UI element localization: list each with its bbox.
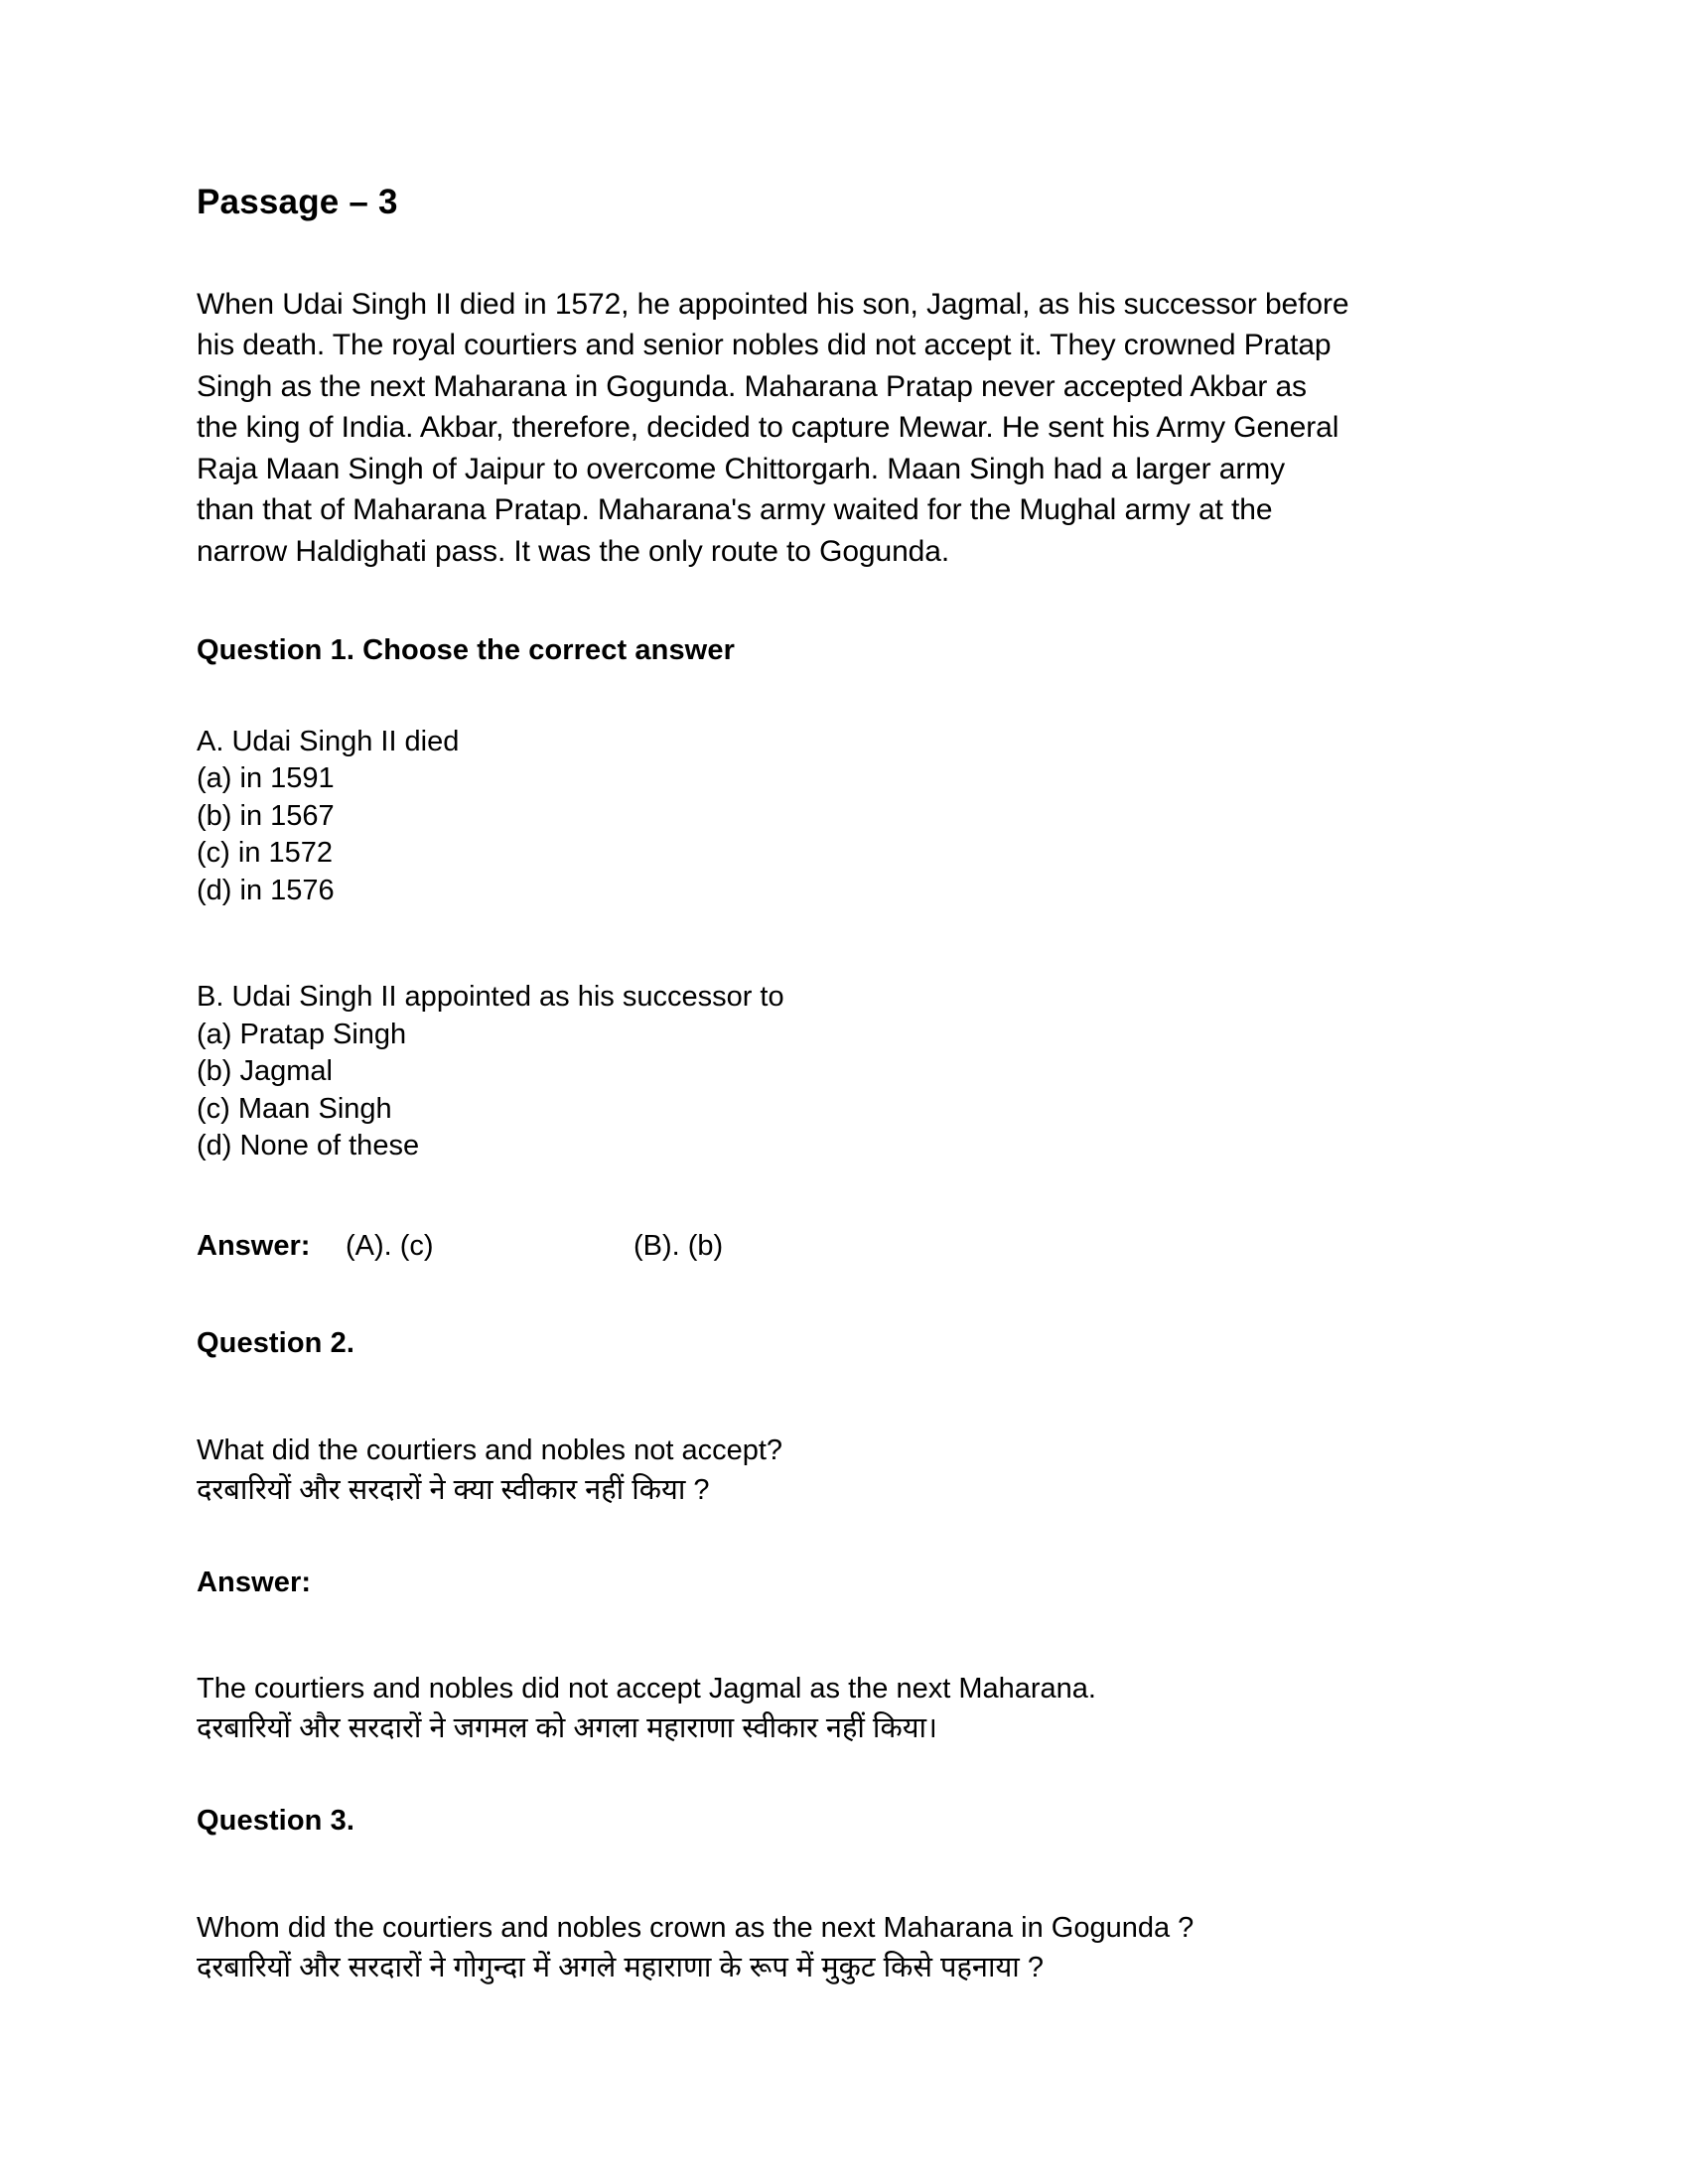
question-2-prompt-hindi: दरबारियों और सरदारों ने क्या स्वीकार नहीं किया ? bbox=[197, 1473, 710, 1506]
document-body bbox=[197, 184, 1487, 1987]
option-d[interactable]: (d) in 1576 bbox=[197, 874, 335, 906]
passage-line: When Udai Singh II died in 1572, he appointed his son, Jagmal, as his successor before bbox=[197, 287, 1349, 321]
option-c[interactable]: (c) in 1572 bbox=[197, 837, 334, 870]
question-2-heading: Question 2. bbox=[197, 1326, 355, 1359]
passage-line: Raja Maan Singh of Jaipur to overcome Chittorgarh. Maan Singh had a larger army bbox=[197, 452, 1286, 485]
question-2-prompt-english: What did the courtiers and nobles not accept? bbox=[197, 1433, 783, 1466]
option-d[interactable]: (d) None of these bbox=[197, 1130, 420, 1162]
answer-part-b-value: (B). (b) bbox=[633, 1229, 724, 1262]
question-3-prompt bbox=[197, 1908, 1487, 1987]
option-a[interactable]: (a) in 1591 bbox=[197, 762, 335, 795]
option-c[interactable]: (c) Maan Singh bbox=[197, 1092, 392, 1125]
passage-line: narrow Haldighati pass. It was the only route to Gogunda. bbox=[197, 534, 950, 568]
part-b-stem: B. Udai Singh II appointed as his successor to bbox=[197, 981, 784, 1014]
passage-line: than that of Maharana Pratap. Maharana's army waited for the Mughal army at the bbox=[197, 493, 1273, 526]
question-1-answer-row bbox=[197, 1227, 1487, 1265]
passage-line: his death. The royal courtiers and senior nobles did not accept it. They crowned Pratap bbox=[197, 329, 1332, 361]
option-b[interactable]: (b) in 1567 bbox=[197, 799, 335, 832]
answer-label: Answer: bbox=[197, 1229, 311, 1262]
answer-part-a-value: (A). (c) bbox=[346, 1229, 434, 1262]
part-a-stem: A. Udai Singh II died bbox=[197, 725, 460, 757]
option-b[interactable]: (b) Jagmal bbox=[197, 1055, 333, 1088]
question-3-prompt-hindi: दरबारियों और सरदारों ने गोगुन्दा में अगले महाराणा के रूप में मुकुट किसे पहनाया ? bbox=[197, 1952, 1045, 1984]
question-3-heading: Question 3. bbox=[197, 1805, 355, 1838]
question-2-prompt bbox=[197, 1431, 1487, 1510]
passage-line: Singh as the next Maharana in Gogunda. Maharana Pratap never accepted Akbar as bbox=[197, 369, 1307, 403]
passage-line: the king of India. Akbar, therefore, decided to capture Mewar. He sent his Army General bbox=[197, 411, 1339, 444]
option-a[interactable]: (a) Pratap Singh bbox=[197, 1018, 407, 1050]
question-2-answer bbox=[197, 1669, 1487, 1748]
question-2-answer-hindi: दरबारियों और सरदारों ने जगमल को अगला महाराणा स्वीकार नहीं किया। bbox=[197, 1712, 938, 1745]
question-1-part-a bbox=[197, 724, 1487, 910]
question-2-answer-label: Answer: bbox=[197, 1566, 312, 1598]
question-1-part-b bbox=[197, 979, 1487, 1165]
question-1-heading: Question 1. Choose the correct answer bbox=[197, 634, 735, 666]
question-2-answer-english: The courtiers and nobles did not accept Jagmal as the next Maharana. bbox=[197, 1673, 1096, 1706]
page-title: Passage – 3 bbox=[197, 183, 398, 221]
passage-text bbox=[197, 284, 1487, 573]
question-3-prompt-english: Whom did the courtiers and nobles crown as the next Maharana in Gogunda ? bbox=[197, 1912, 1195, 1945]
